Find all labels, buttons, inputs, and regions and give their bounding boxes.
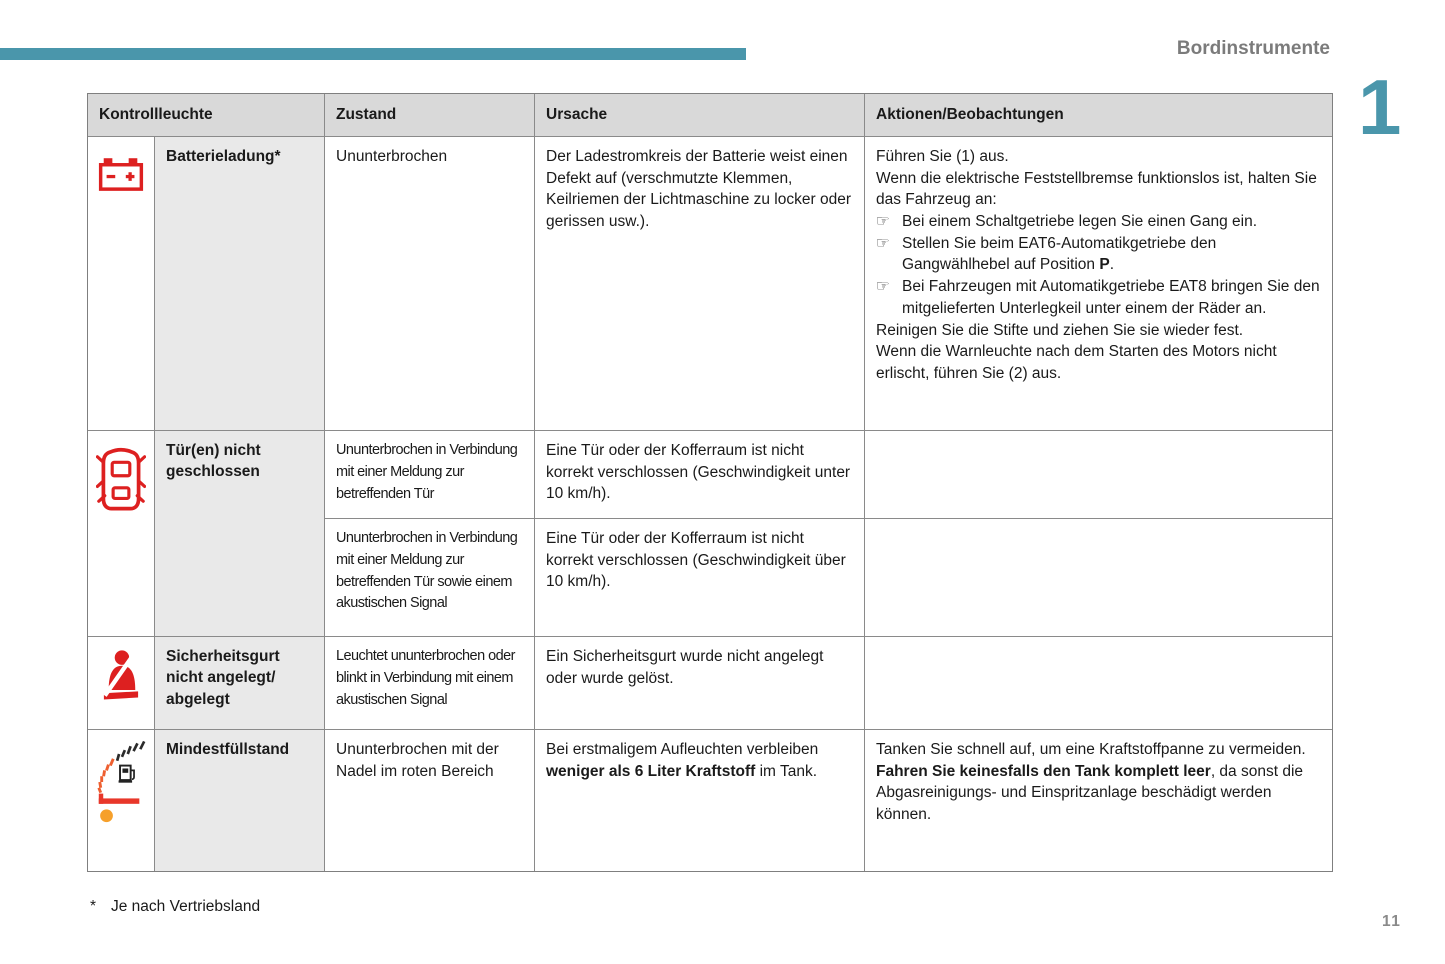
action-text-bold: P xyxy=(1099,256,1110,274)
action-text-part: . xyxy=(1109,256,1114,274)
ursache-cell: Eine Tür oder der Kofferraum ist nicht korrekt verschlossen (Geschwindigkeit unter 10 km/h). xyxy=(535,431,865,518)
aktionen-cell xyxy=(865,137,1332,430)
footnote xyxy=(90,898,260,916)
zustand-cell: Ununterbrochen in Verbindung mit einer Meldung zur betreffenden Tür xyxy=(325,431,535,518)
zustand-cell: Ununterbrochen xyxy=(325,137,535,430)
col-header-kontrollleuchte: Kontrollleuchte xyxy=(88,94,325,136)
action-bullet-item xyxy=(876,276,1321,319)
entry xyxy=(325,518,1332,636)
warning-name: Sicherheitsgurt nicht angelegt/ abgelegt xyxy=(155,637,325,729)
warning-name: Mindestfüllstand xyxy=(155,730,325,871)
warning-name: Batterieladung* xyxy=(155,137,325,430)
zustand-cell: Ununterbrochen in Verbindung mit einer Meldung zur betreffenden Tür sowie einem akustischen Signal xyxy=(325,519,535,636)
page-number: 11 xyxy=(1382,913,1402,930)
action-bullet-item xyxy=(876,233,1321,276)
action-line xyxy=(876,761,1321,826)
col-header-aktionen: Aktionen/Beobachtungen xyxy=(876,106,1064,123)
action-line: Tanken Sie schnell auf, um eine Kraftstoffpanne zu vermeiden. xyxy=(876,741,1306,758)
ursache-cell: Der Ladestromkreis der Batterie weist einen Defekt auf (verschmutzte Klemmen, Keilriemen der Lichtmaschine zu locker oder gerissen usw.). xyxy=(535,137,865,430)
zustand-cell: Leuchtet ununterbrochen oder blinkt in Verbindung mit einem akustischen Signal xyxy=(325,637,535,729)
entry xyxy=(325,137,1332,430)
footnote-asterisk: * xyxy=(90,898,97,915)
table-header-row xyxy=(88,94,1332,136)
pointing-hand-bullet-icon: ☞ xyxy=(876,234,890,252)
footnote-text: Je nach Vertriebsland xyxy=(111,898,261,915)
ursache-cell xyxy=(535,730,865,871)
action-text: Bei einem Schaltgetriebe legen Sie einen Gang ein. xyxy=(902,213,1258,231)
aktionen-cell xyxy=(865,519,1332,636)
action-text-bold: Fahren Sie keinesfalls den Tank komplett leer xyxy=(876,762,1211,780)
row-entries xyxy=(325,730,1332,871)
entry xyxy=(325,637,1332,729)
action-line: Führen Sie (1) aus. xyxy=(876,148,1009,165)
ursache-cell: Eine Tür oder der Kofferraum ist nicht korrekt verschlossen (Geschwindigkeit über 10 km/h). xyxy=(535,519,865,636)
col-header-ursache: Ursache xyxy=(535,94,865,136)
warning-lights-table xyxy=(87,93,1333,872)
action-line: Reinigen Sie die Stifte und ziehen Sie sie wieder fest. xyxy=(876,321,1244,339)
action-bullet-item xyxy=(876,211,1321,233)
action-text-part: Stellen Sie beim EAT6-Automatikgetriebe den Gangwählhebel auf Position xyxy=(902,234,1217,274)
action-line: Wenn die Warnleuchte nach dem Starten des Motors nicht erlischt, führen Sie (2) aus. xyxy=(876,343,1277,382)
row-entries xyxy=(325,137,1332,430)
doors-icon-cell xyxy=(88,431,155,636)
chapter-title: Bordinstrumente xyxy=(1176,38,1330,59)
row-entries xyxy=(325,637,1332,729)
entry xyxy=(325,431,1332,518)
action-text-part: , da sonst die Abgasreinigungs- und Einspritzanlage beschädigt werden können. xyxy=(876,762,1304,824)
table-row-battery xyxy=(88,136,1332,430)
col-header-zustand: Zustand xyxy=(325,94,535,136)
ursache-text-part: im Tank. xyxy=(755,762,818,780)
action-text xyxy=(902,233,1321,276)
entry xyxy=(325,730,1332,871)
aktionen-cell xyxy=(865,431,1332,518)
ursache-cell: Ein Sicherheitsgurt wurde nicht angelegt oder wurde gelöst. xyxy=(535,637,865,729)
battery-warning-icon xyxy=(97,157,145,194)
doors-open-icon xyxy=(96,443,146,515)
pointing-hand-bullet-icon: ☞ xyxy=(876,213,890,231)
ursache-text-bold: weniger als 6 Liter Kraftstoff xyxy=(546,762,756,780)
action-text: Bei Fahrzeugen mit Automatikgetriebe EAT8 bringen Sie den mitgelieferten Unterlegkeil unter einem der Räder an. xyxy=(902,278,1320,317)
aktionen-cell xyxy=(865,637,1332,729)
battery-icon-cell xyxy=(88,137,155,430)
seatbelt-warning-icon xyxy=(102,649,140,710)
aktionen-cell xyxy=(865,730,1332,871)
zustand-cell: Ununterbrochen mit der Nadel im roten Bereich xyxy=(325,730,535,871)
table-row-fuel xyxy=(88,729,1332,871)
chapter-number-tab: 1 xyxy=(1358,63,1402,151)
header-accent-bar xyxy=(0,48,746,60)
pointing-hand-bullet-icon: ☞ xyxy=(876,278,890,296)
warning-name: Tür(en) nicht geschlossen xyxy=(155,431,325,636)
table-row-doors xyxy=(88,430,1332,636)
ursache-text-part: Bei erstmaligem Aufleuchten verbleiben xyxy=(546,741,819,758)
fuel-low-icon xyxy=(93,738,149,826)
table-row-seatbelt xyxy=(88,636,1332,729)
row-entries xyxy=(325,431,1332,636)
fuel-icon-cell xyxy=(88,730,155,871)
seatbelt-icon-cell xyxy=(88,637,155,729)
action-line: Wenn die elektrische Feststellbremse funktionslos ist, halten Sie das Fahrzeug an: xyxy=(876,169,1317,209)
